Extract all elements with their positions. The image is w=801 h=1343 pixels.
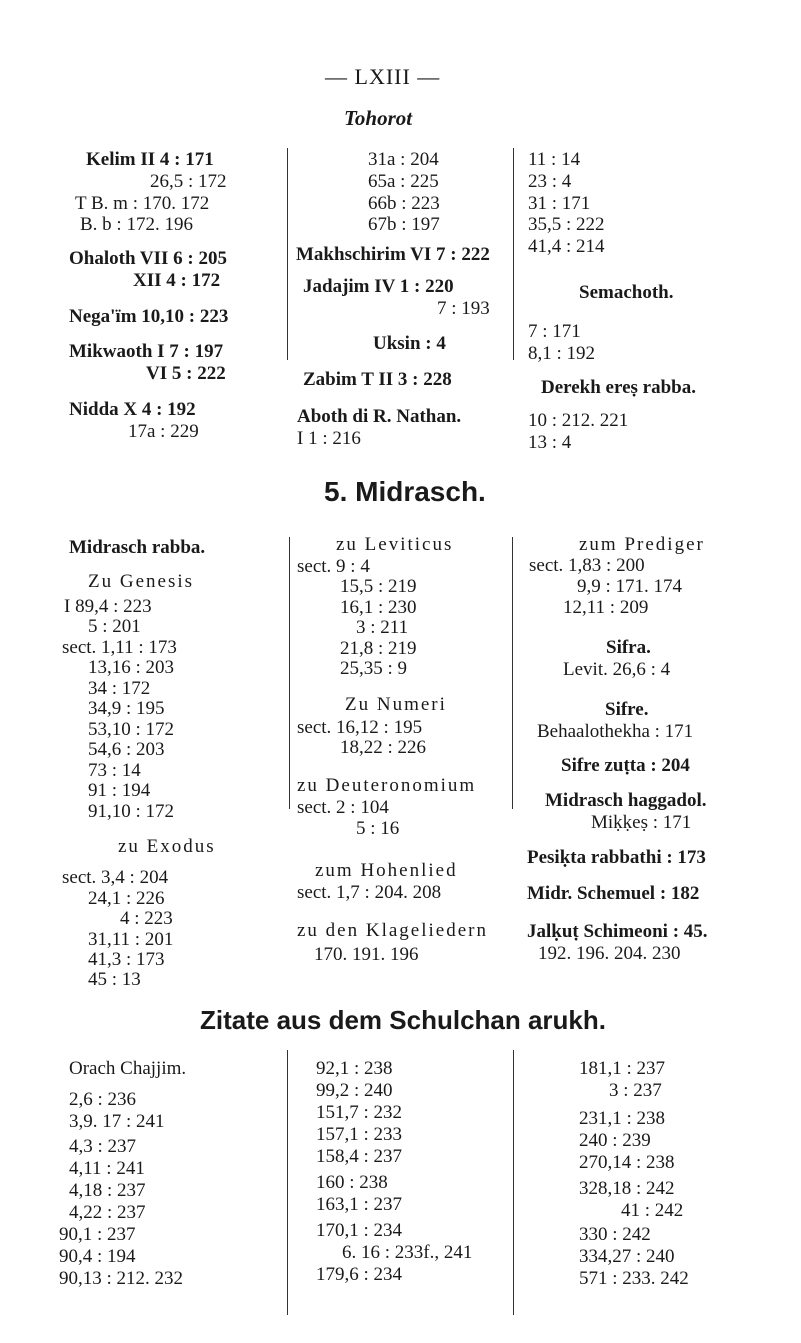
entry-line: zum Hohenlied	[315, 860, 458, 881]
entry-line: Midrasch haggadol.	[545, 790, 707, 811]
entry-line: 41 : 242	[621, 1200, 684, 1221]
entry-line: zu Exodus	[118, 836, 216, 857]
entry-line: 41,4 : 214	[528, 236, 605, 257]
column-divider	[513, 148, 514, 360]
entry-line: 53,10 : 172	[88, 719, 175, 740]
entry-line: 4,18 : 237	[69, 1180, 146, 1201]
entry-line: 157,1 : 233	[316, 1124, 403, 1145]
entry-line: Jadajim IV 1 : 220	[303, 276, 454, 297]
entry-line: 163,1 : 237	[316, 1194, 403, 1215]
entry-line: Levit. 26,6 : 4	[563, 659, 671, 680]
entry-line: Midrasch rabba.	[69, 537, 206, 558]
entry-line: 35,5 : 222	[528, 214, 605, 235]
entry-line: 25,35 : 9	[340, 658, 408, 679]
entry-line: 151,7 : 232	[316, 1102, 403, 1123]
entry-line: 17a : 229	[128, 421, 199, 442]
entry-line: 15,5 : 219	[340, 576, 417, 597]
entry-line: 3 : 211	[356, 617, 409, 638]
section-title-zitate: Zitate aus dem Schulchan arukh.	[200, 1005, 606, 1035]
entry-line: 192. 196. 204. 230	[538, 943, 681, 964]
entry-line: 240 : 239	[579, 1130, 651, 1151]
entry-line: Mikwaoth I 7 : 197	[69, 341, 224, 362]
entry-line: sect. 1,11 : 173	[62, 637, 177, 658]
entry-line: 4,11 : 241	[69, 1158, 145, 1179]
entry-line: 9,9 : 171. 174	[577, 576, 683, 597]
entry-line: Derekh ereṣ rabba.	[541, 377, 696, 398]
entry-line: 328,18 : 242	[579, 1178, 675, 1199]
entry-line: 90,1 : 237	[59, 1224, 136, 1245]
entry-line: 73 : 14	[88, 760, 141, 781]
entry-line: 18,22 : 226	[340, 737, 427, 758]
entry-line: 92,1 : 238	[316, 1058, 393, 1079]
entry-line: 99,2 : 240	[316, 1080, 393, 1101]
entry-line: Pesiḳta rabbathi : 173	[527, 847, 706, 868]
entry-line: Nidda X 4 : 192	[69, 399, 196, 420]
entry-line: Sifre.	[605, 699, 649, 720]
entry-line: 5 : 16	[356, 818, 400, 839]
entry-line: 10 : 212. 221	[528, 410, 629, 431]
entry-line: Zu Genesis	[88, 571, 195, 592]
entry-line: Orach Chajjim.	[69, 1058, 187, 1079]
entry-line: XII 4 : 172	[133, 270, 221, 291]
section-title-midrasch: 5. Midrasch.	[324, 476, 486, 507]
entry-line: Zabim T II 3 : 228	[303, 369, 452, 390]
entry-line: Makhschirim VI 7 : 222	[296, 244, 490, 265]
entry-line: 2,6 : 236	[69, 1089, 137, 1110]
entry-line: 45 : 13	[88, 969, 141, 990]
entry-line: 6. 16 : 233f., 241	[342, 1242, 473, 1263]
section-title-tohorot: Tohorot	[344, 106, 413, 130]
entry-line: 231,1 : 238	[579, 1108, 666, 1129]
entry-line: 4 : 223	[120, 908, 173, 929]
entry-line: 90,4 : 194	[59, 1246, 136, 1267]
entry-line: Semachoth.	[579, 282, 674, 303]
page-number-header: — LXIII —	[325, 64, 441, 89]
entry-line: 13 : 4	[528, 432, 572, 453]
entry-line: Sifra.	[606, 637, 651, 658]
column-divider	[287, 148, 288, 360]
entry-line: 334,27 : 240	[579, 1246, 675, 1267]
entry-line: 7 : 193	[437, 298, 490, 319]
entry-line: zu Leviticus	[336, 534, 454, 555]
entry-line: 91 : 194	[88, 780, 151, 801]
entry-line: 24,1 : 226	[88, 888, 165, 909]
entry-line: Behaalothekha : 171	[537, 721, 694, 742]
entry-line: 170,1 : 234	[316, 1220, 403, 1241]
entry-line: T B. m : 170. 172	[75, 193, 210, 214]
entry-line: 34,9 : 195	[88, 698, 165, 719]
entry-line: 270,14 : 238	[579, 1152, 675, 1173]
entry-line: 11 : 14	[528, 149, 581, 170]
column-divider	[287, 1050, 288, 1315]
entry-line: zu Deuteronomium	[297, 775, 477, 796]
entry-line: 31,11 : 201	[88, 929, 174, 950]
entry-line: Uksin : 4	[373, 333, 446, 354]
entry-line: I 89,4 : 223	[64, 596, 152, 617]
entry-line: 4,3 : 237	[69, 1136, 137, 1157]
entry-line: 13,16 : 203	[88, 657, 175, 678]
entry-line: 41,3 : 173	[88, 949, 165, 970]
entry-line: Zu Numeri	[345, 694, 447, 715]
entry-line: sect. 2 : 104	[297, 797, 389, 818]
entry-line: 12,11 : 209	[563, 597, 649, 618]
entry-line: Ohaloth VII 6 : 205	[69, 248, 228, 269]
entry-line: 66b : 223	[368, 193, 440, 214]
entry-line: 34 : 172	[88, 678, 151, 699]
column-divider	[513, 1050, 514, 1315]
entry-line: VI 5 : 222	[146, 363, 226, 384]
entry-line: 91,10 : 172	[88, 801, 175, 822]
entry-line: zu den Klageliedern	[297, 920, 488, 941]
entry-line: sect. 9 : 4	[297, 556, 370, 577]
entry-line: Miḳḳeṣ : 171	[591, 812, 692, 833]
entry-line: B. b : 172. 196	[80, 214, 193, 235]
entry-line: Kelim II 4 : 171	[86, 149, 214, 170]
entry-line: sect. 3,4 : 204	[62, 867, 169, 888]
entry-line: sect. 16,12 : 195	[297, 717, 423, 738]
entry-line: 4,22 : 237	[69, 1202, 146, 1223]
entry-line: 330 : 242	[579, 1224, 651, 1245]
entry-line: 16,1 : 230	[340, 597, 417, 618]
entry-line: 54,6 : 203	[88, 739, 165, 760]
entry-line: 7 : 171	[528, 321, 581, 342]
column-divider	[512, 537, 513, 809]
entry-line: 65a : 225	[368, 171, 439, 192]
entry-line: 158,4 : 237	[316, 1146, 403, 1167]
entry-line: 181,1 : 237	[579, 1058, 666, 1079]
entry-line: 31 : 171	[528, 193, 591, 214]
entry-line: I 1 : 216	[297, 428, 361, 449]
entry-line: Aboth di R. Nathan.	[297, 406, 462, 427]
entry-line: 23 : 4	[528, 171, 572, 192]
entry-line: Sifre zuṭta : 204	[561, 755, 690, 776]
entry-line: 179,6 : 234	[316, 1264, 403, 1285]
entry-line: 170. 191. 196	[314, 944, 419, 965]
entry-line: 8,1 : 192	[528, 343, 596, 364]
entry-line: 90,13 : 212. 232	[59, 1268, 184, 1289]
entry-line: 21,8 : 219	[340, 638, 417, 659]
entry-line: sect. 1,7 : 204. 208	[297, 882, 442, 903]
entry-line: 3,9. 17 : 241	[69, 1111, 165, 1132]
entry-line: Jalḳuṭ Schimeoni : 45.	[527, 921, 708, 942]
entry-line: sect. 1,83 : 200	[529, 555, 645, 576]
entry-line: zum Prediger	[579, 534, 705, 555]
entry-line: 5 : 201	[88, 616, 141, 637]
entry-line: 31a : 204	[368, 149, 439, 170]
entry-line: 160 : 238	[316, 1172, 388, 1193]
entry-line: 26,5 : 172	[150, 171, 227, 192]
entry-line: 67b : 197	[368, 214, 440, 235]
entry-line: Nega'ïm 10,10 : 223	[69, 306, 229, 327]
entry-line: 571 : 233. 242	[579, 1268, 689, 1289]
column-divider	[289, 537, 290, 809]
entry-line: Midr. Schemuel : 182	[527, 883, 700, 904]
entry-line: 3 : 237	[609, 1080, 662, 1101]
